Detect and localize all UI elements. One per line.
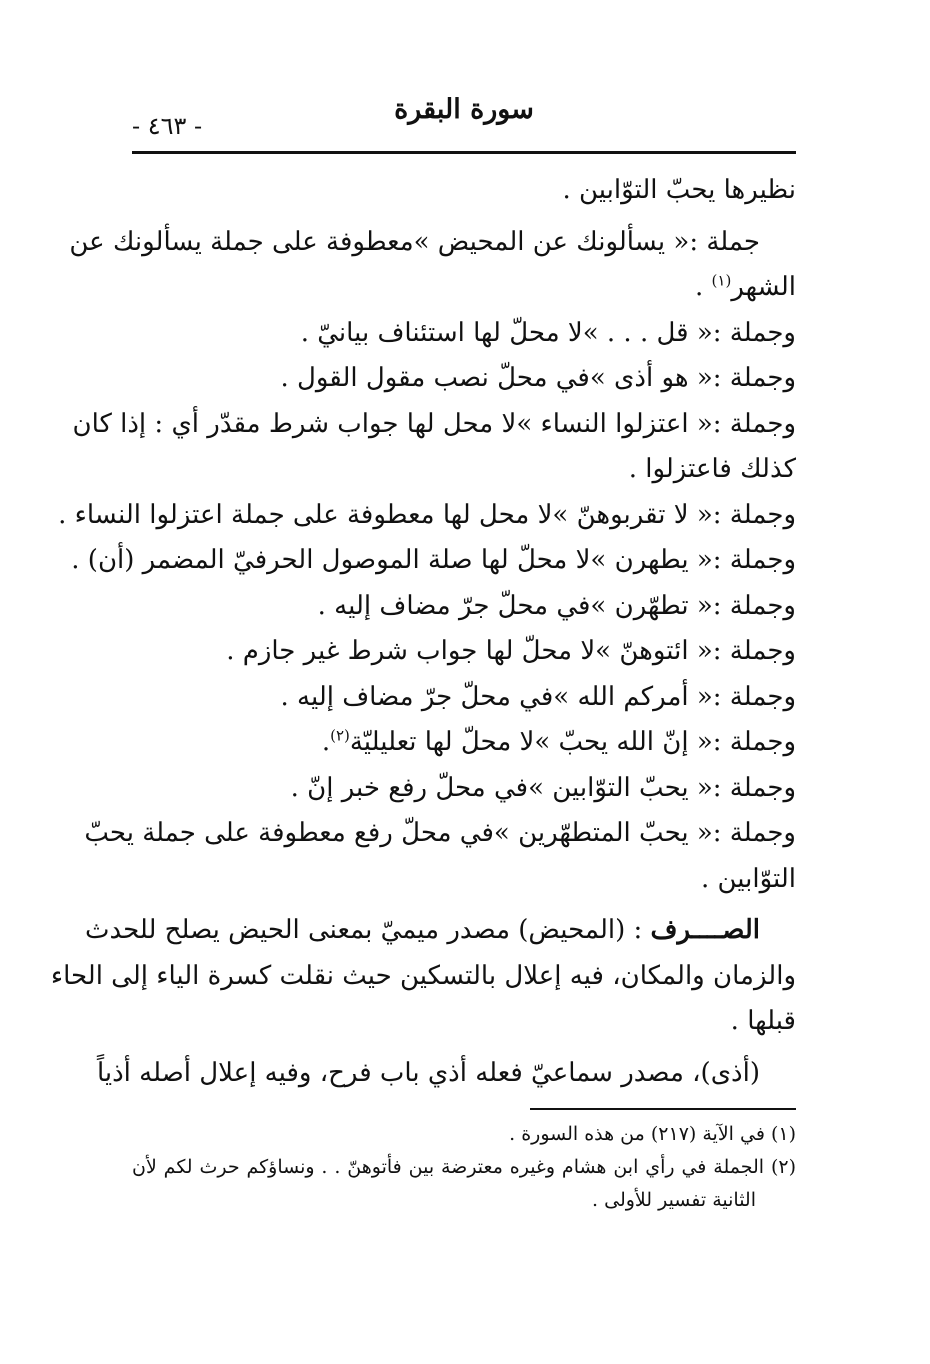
running-title: سورة البقرة: [394, 94, 534, 125]
text-line: والزمان والمكان، فيه إعلال بالتسكين حيث نقلت كسرة الياء إلى الحاء: [50, 960, 796, 991]
text-line: وجملة :« تطهّرن »في محلّ جرّ مضاف إليه .: [317, 590, 796, 621]
line-text: الشهر: [731, 272, 796, 302]
page-number: - ٤٦٣ -: [132, 112, 203, 140]
line-text: : (المحيض) مصدر ميميّ بمعنى الحيض يصلح للحدث: [84, 915, 643, 945]
footnote-ref: (١): [711, 271, 732, 290]
text-line: وجملة :« لا تقربوهنّ »لا محل لها معطوفة على جملة اعتزلوا النساء .: [58, 499, 796, 530]
section-term: الصــــرف: [650, 915, 760, 945]
text-line: [132, 720, 796, 766]
text-line: جملة :« يسألونك عن المحيض »معطوفة على جملة يسألونك عن: [69, 226, 760, 257]
footnote: (٢) الجملة في رأي ابن هشام وغيره معترضة بين فأتوهنّ . . ونساؤكم حرث لكم لأن: [132, 1156, 796, 1178]
footnote-rule: [530, 1108, 796, 1110]
header-rule: [132, 151, 796, 154]
text-line: وجملة :« اعتزلوا النساء »لا محل لها جواب شرط مقدّر أي : إذا كان: [72, 408, 796, 439]
text-line: وجملة :« قل . . . »لا محلّ لها استئناف بيانيّ .: [300, 317, 796, 348]
footnotes: [132, 1118, 796, 1217]
line-text: وجملة :« إنّ الله يحبّ »لا محلّ لها تعليليّة: [349, 727, 796, 757]
footnote-ref: (٢): [330, 726, 350, 745]
text-line: [132, 265, 796, 311]
text-line: [84, 908, 796, 954]
body-text: [50, 168, 796, 1096]
line-end: .: [321, 727, 331, 757]
text-line: وجملة :« يطهرن »لا محلّ لها صلة الموصول الحرفيّ المضمر (أن) .: [71, 545, 796, 575]
text-line: وجملة :« أمركم الله »في محلّ جرّ مضاف إليه .: [280, 681, 796, 712]
text-line: وجملة :« يحبّ التوّابين »في محلّ رفع خبر إنّ .: [290, 772, 796, 803]
text-line: وجملة :« يحبّ المتطهّرين »في محلّ رفع معطوفة على جملة يحبّ: [84, 818, 796, 848]
footnote: (١) في الآية (٢١٧) من هذه السورة .: [509, 1123, 796, 1145]
page-header: [132, 90, 796, 154]
text-line: نظيرها يحبّ التوّابين .: [562, 175, 796, 205]
text-line: (أذى)، مصدر سماعيّ فعله أذي باب فرح، وفيه إعلال أصله أذياً: [96, 1057, 760, 1088]
text-line: كذلك فاعتزلوا .: [628, 454, 796, 484]
line-end: .: [695, 272, 704, 302]
text-line: قبلها .: [730, 1006, 796, 1036]
footnote-continuation: الثانية تفسير للأولى .: [592, 1189, 756, 1211]
text-line: التوّابين .: [700, 863, 796, 894]
text-line: وجملة :« هو أذى »في محلّ نصب مقول القول .: [280, 363, 796, 393]
text-line: وجملة :« ائتوهنّ »لا محلّ لها جواب شرط غير جازم .: [226, 636, 796, 666]
